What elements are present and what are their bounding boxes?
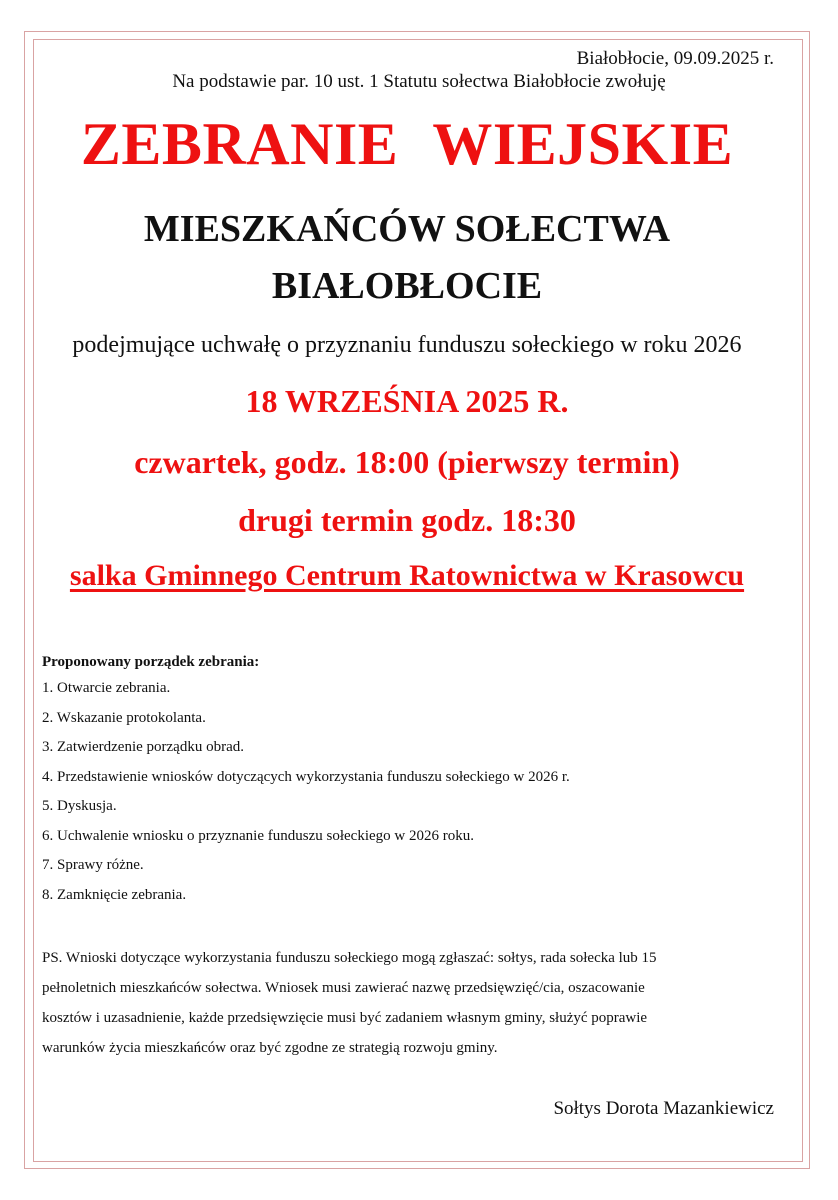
agenda-item: 7. Sprawy różne. [42,857,144,873]
postscript-line: PS. Wnioski dotyczące wykorzystania funduszu sołeckiego mogą zgłaszać: sołtys, rada sołecka lub 15 [42,950,657,966]
title-word-2: WIEJSKIE [432,111,734,177]
agenda-item: 6. Uchwalenie wniosku o przyznanie funduszu sołeckiego w 2026 roku. [42,827,474,844]
agenda-item: 1. Otwarcie zebrania. [42,680,171,696]
subtitle-line-1: MIESZKAŃCÓW SOŁECTWA [143,208,671,250]
meeting-second-term: drugi termin godz. 18:30 [238,502,576,538]
postscript-line: warunków życia mieszkańców oraz być zgodne ze strategią rozwoju gminy. [42,1040,498,1056]
agenda-item: 2. Wskazanie protokolanta. [42,709,206,726]
meeting-location-text: salka Gminnego Centrum Ratownictwa w Krasowcu [69,559,745,592]
title-word-1: ZEBRANIE [80,111,399,177]
resolution-text: podejmujące uchwałę o przyznaniu funduszu sołeckiego w roku 2026 [72,332,742,358]
agenda-item: 8. Zamknięcie zebrania. [42,886,187,903]
agenda-heading: Proponowany porządek zebrania: [42,654,260,670]
main-title [0,108,814,180]
agenda-item: 4. Przedstawienie wniosków dotyczących wykorzystania funduszu sołeckiego w 2026 r. [42,768,570,785]
agenda-item: 5. Dyskusja. [42,798,117,814]
meeting-location [0,556,814,596]
subtitle-line-2: BIAŁOBŁOCIE [271,265,543,307]
meeting-date: 18 WRZEŚNIA 2025 R. [245,383,569,419]
place-and-date: Białobłocie, 09.09.2025 r. [576,48,774,69]
intro-text: Na podstawie par. 10 ust. 1 Statutu sołectwa Białobłocie zwołuję [172,71,666,92]
postscript-line: kosztów i uzasadnienie, każde przedsięwzięcie musi być zadaniem własnym gminy, służyć poprawie [42,1010,648,1026]
postscript-line: pełnoletnich mieszkańców sołectwa. Wniosek musi zawierać nazwę przedsięwzięć/cia, oszacowanie [42,980,645,996]
meeting-first-term: czwartek, godz. 18:00 (pierwszy termin) [134,444,680,480]
agenda-item: 3. Zatwierdzenie porządku obrad. [42,739,244,755]
signature: Sołtys Dorota Mazankiewicz [553,1098,774,1119]
postscript [42,943,782,1063]
intro-line [0,70,838,94]
agenda [42,650,570,910]
